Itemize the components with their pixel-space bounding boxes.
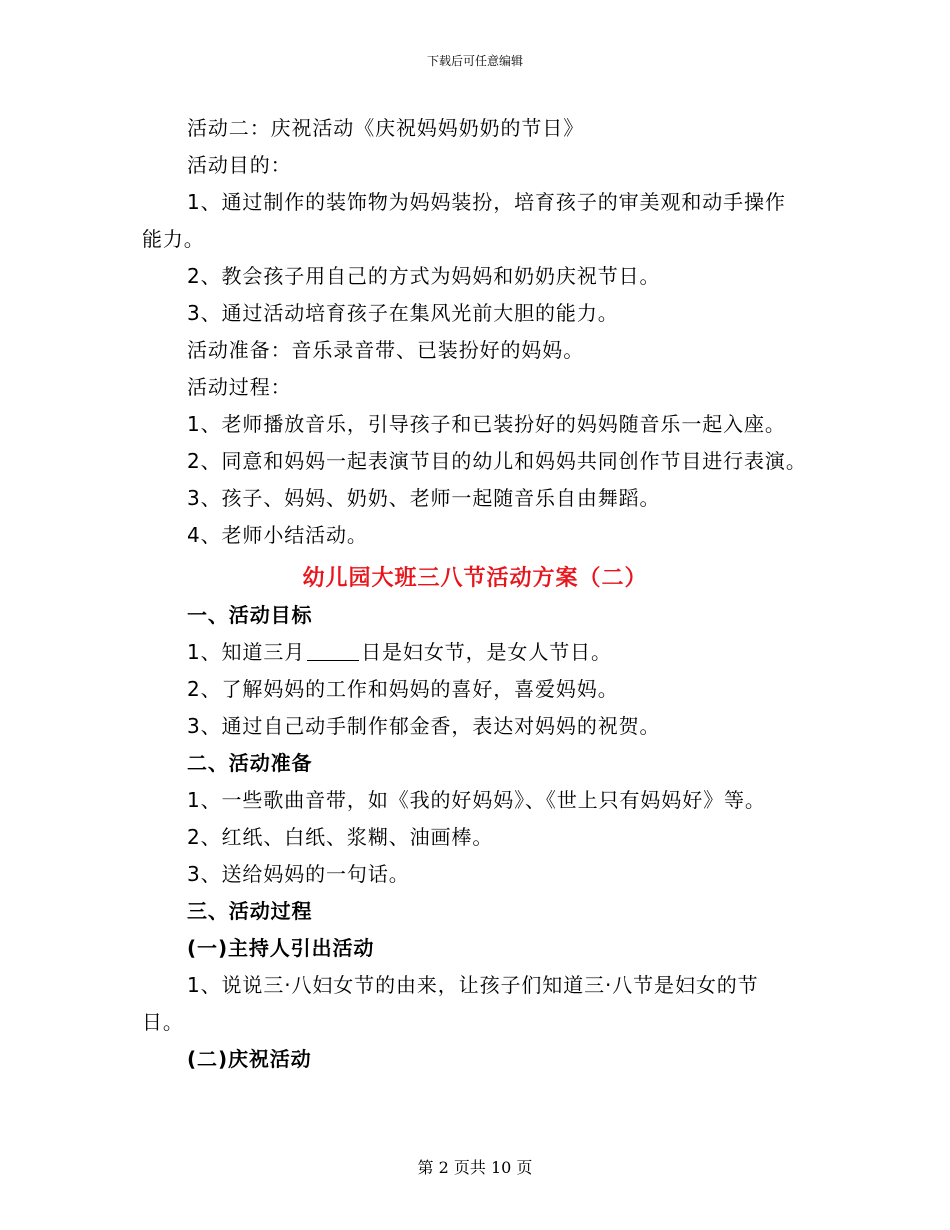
goals-item-1: [187, 640, 612, 664]
goal-item-1-cont: 能力。: [142, 227, 205, 251]
goals-heading: 一、活动目标: [187, 603, 313, 627]
prep-item-1: 1、一些歌曲音带，如《我的好妈妈》、《世上只有妈妈好》等。: [187, 788, 766, 812]
process-item-3: 3、孩子、妈妈、奶奶、老师一起随音乐自由舞蹈。: [187, 486, 661, 510]
subsection-1-heading: (一)主持人引出活动: [187, 936, 375, 960]
prep-line: 活动准备：音乐录音带、已装扮好的妈妈。: [187, 338, 585, 362]
subsection-2-heading: (二)庆祝活动: [187, 1047, 312, 1071]
subsection-1-item-1-cont: 日。: [142, 1010, 184, 1034]
prep-item-2: 2、红纸、白纸、浆糊、油画棒。: [187, 825, 494, 849]
activity-two-heading: 活动二：庆祝活动《庆祝妈妈奶奶的节日》: [187, 116, 585, 140]
page-footer: 第 2 页共 10 页: [417, 1158, 533, 1177]
process-item-2: 2、同意和妈妈一起表演节目的幼儿和妈妈共同创作节目进行表演。: [187, 449, 807, 473]
fill-in-blank: [307, 642, 359, 661]
goals-item-3: 3、通过自己动手制作郁金香，表达对妈妈的祝贺。: [187, 714, 661, 738]
subsection-1-item-1: 1、说说三·八妇女节的由来，让孩子们知道三·八节是妇女的节: [187, 973, 759, 997]
process-label: 活动过程：: [187, 375, 292, 399]
section-title: 幼儿园大班三八节活动方案（二）: [302, 566, 648, 591]
goals-item-1-before: 1、知道三月: [187, 640, 306, 664]
process-item-1: 1、老师播放音乐，引导孩子和已装扮好的妈妈随音乐一起入座。: [187, 412, 786, 436]
goal-label: 活动目的：: [187, 153, 292, 177]
goal-item-2: 2、教会孩子用自己的方式为妈妈和奶奶庆祝节日。: [187, 264, 661, 288]
prep-heading: 二、活动准备: [187, 751, 313, 775]
goal-item-1: 1、通过制作的装饰物为妈妈装扮，培育孩子的审美观和动手操作: [187, 190, 786, 214]
goal-item-3: 3、通过活动培育孩子在集风光前大胆的能力。: [187, 301, 619, 325]
process-item-4: 4、老师小结活动。: [187, 523, 368, 547]
page-header: 下载后可任意编辑: [426, 54, 523, 68]
prep-item-3: 3、送给妈妈的一句话。: [187, 862, 410, 886]
goals-item-1-after: 日是妇女节，是女人节日。: [361, 640, 612, 664]
goals-item-2: 2、了解妈妈的工作和妈妈的喜好，喜爱妈妈。: [187, 677, 619, 701]
process-heading: 三、活动过程: [187, 899, 313, 923]
